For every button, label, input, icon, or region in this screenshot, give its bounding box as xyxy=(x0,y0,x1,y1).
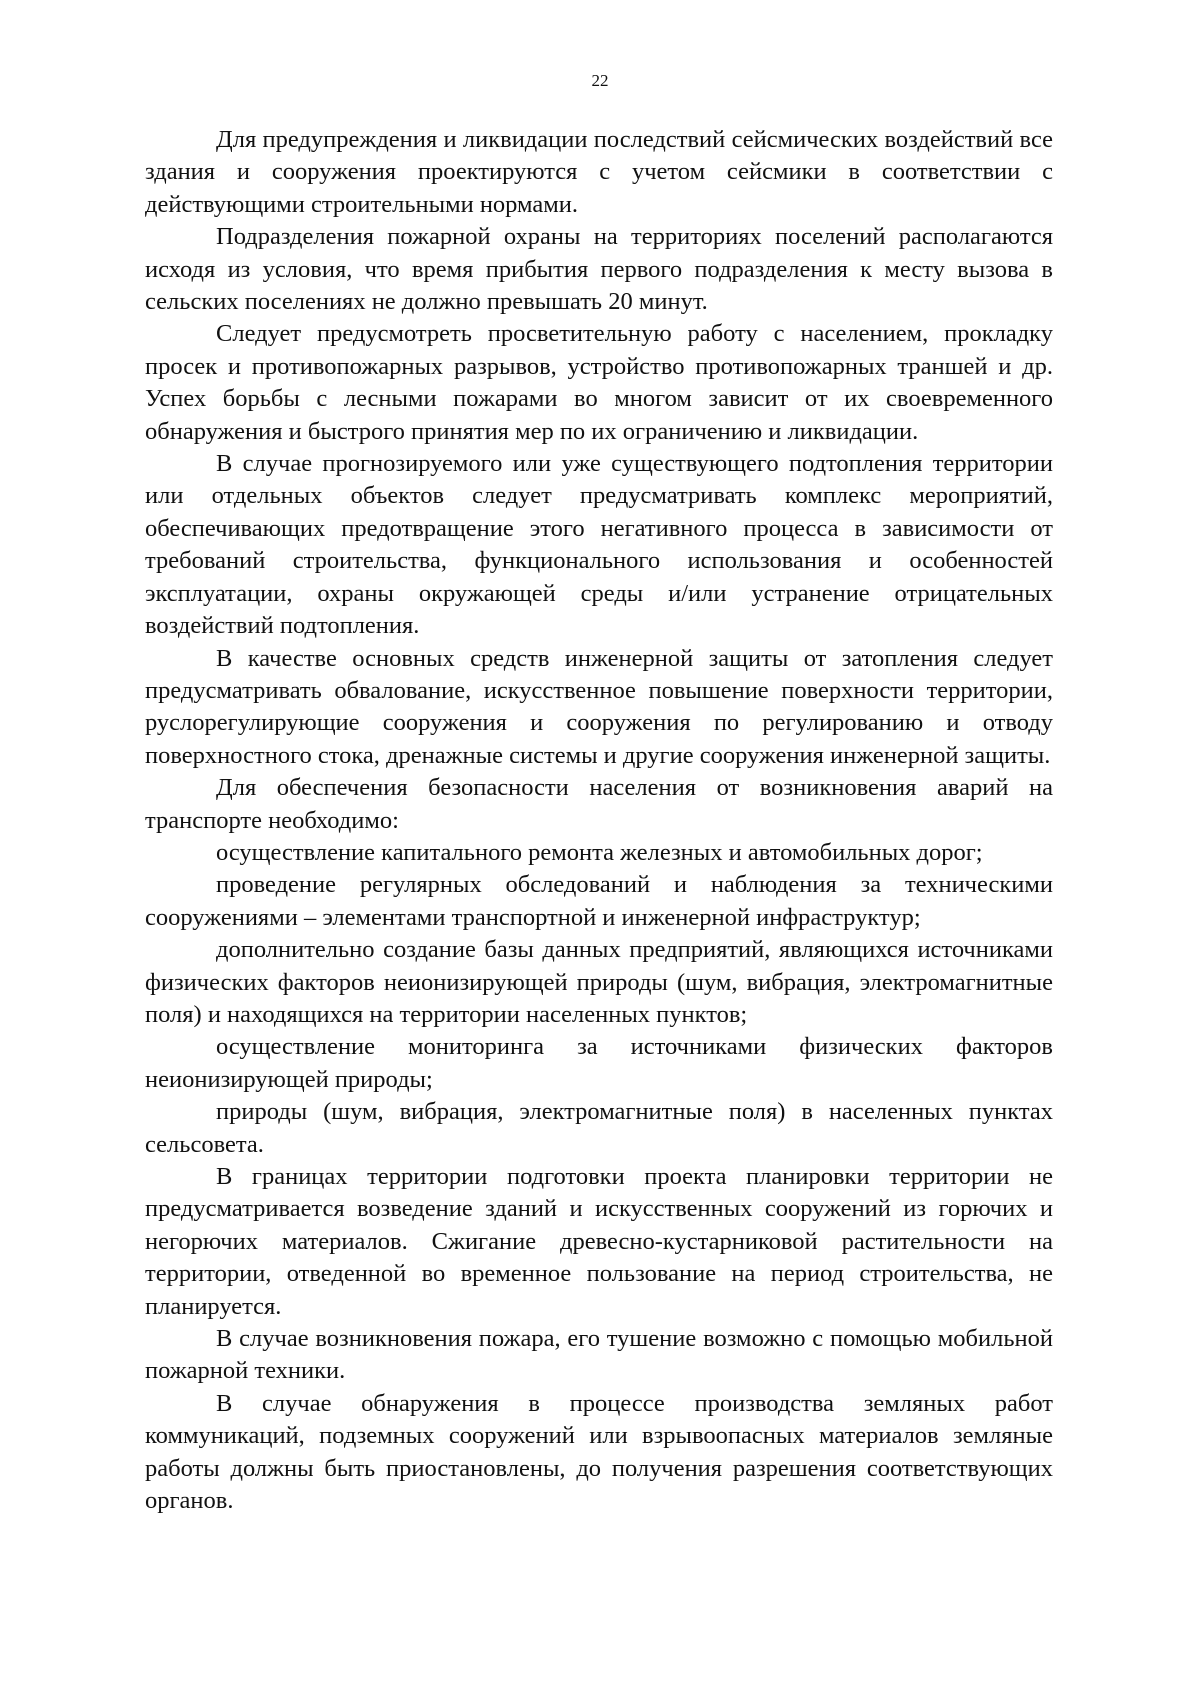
paragraph-seismic: Для предупреждения и ликвидации последствий сейсмических воздействий все здания и сооружения проектируются с учетом сейсмики в соответствии с действующими строительными нормами. xyxy=(145,126,1053,218)
paragraph-flood-protection: В качестве основных средств инженерной защиты от затопления следует предусматривать обвалование, искусственное повышение поверхности территории, руслорегулирующие сооружения и сооружения по регулированию и отводу поверхностного стока, дренажные системы и другие сооружения инженерной защиты. xyxy=(145,644,1053,769)
paragraph-fire-units: Подразделения пожарной охраны на территориях поселений располагаются исходя из условия, что время прибытия первого подразделения к месту вызова в сельских поселениях не должно превышать 20 минут. xyxy=(145,223,1053,316)
paragraph-fire-extinguishing: В случае возникновения пожара, его тушение возможно с помощью мобильной пожарной техники. xyxy=(145,1325,1053,1385)
list-item-monitoring: осуществление мониторинга за источниками физических факторов неионизирующей природы; xyxy=(145,1033,1053,1093)
list-item-database: дополнительно создание базы данных предприятий, являющихся источниками физических факторов неионизирующей природы (шум, вибрация, электромагнитные поля) и находящихся на территории населенных пунктов; xyxy=(145,936,1053,1028)
list-item-nature: природы (шум, вибрация, электромагнитные поля) в населенных пунктах сельсовета. xyxy=(145,1098,1053,1158)
page-number: 22 xyxy=(591,71,609,90)
list-item-inspections: проведение регулярных обследований и наблюдения за техническими сооружениями – элементами транспортной и инженерной инфраструктур; xyxy=(145,871,1053,931)
paragraph-forest-fires: Следует предусмотреть просветительную работу с населением, прокладку просек и противопожарных разрывов, устройство противопожарных траншей и др. Успех борьбы с лесными пожарами во многом зависит от их своевременного обнаружения и быстрого принятия мер по их ограничению и ликвидации. xyxy=(145,320,1053,445)
paragraph-earthworks: В случае обнаружения в процессе производства земляных работ коммуникаций, подземных сооружений или взрывоопасных материалов земляные работы должны быть приостановлены, до получения разрешения соответствующих органов. xyxy=(145,1389,1053,1515)
paragraph-planning-area: В границах территории подготовки проекта планировки территории не предусматривается возведение зданий и искусственных сооружений из горючих и негорючих материалов. Сжигание древесно-кустарниковой растительности на территории, отведенной во временное пользование на период строительства, не планируется. xyxy=(145,1163,1053,1320)
paragraph-flooding-measures: В случае прогнозируемого или уже существующего подтопления территории или отдельных объектов следует предусматривать комплекс мероприятий, обеспечивающих предотвращение этого негативного процесса в зависимости от требований строительства, функционального использования и особенностей эксплуатации, охраны окружающей среды и/или устранение отрицательных воздействий подтопления. xyxy=(145,450,1053,640)
paragraph-transport-safety: Для обеспечения безопасности населения от возникновения аварий на транспорте необходимо: xyxy=(145,774,1053,834)
document-body xyxy=(145,124,1053,1517)
list-item-road-repair: осуществление капитального ремонта железных и автомобильных дорог; xyxy=(216,838,983,866)
